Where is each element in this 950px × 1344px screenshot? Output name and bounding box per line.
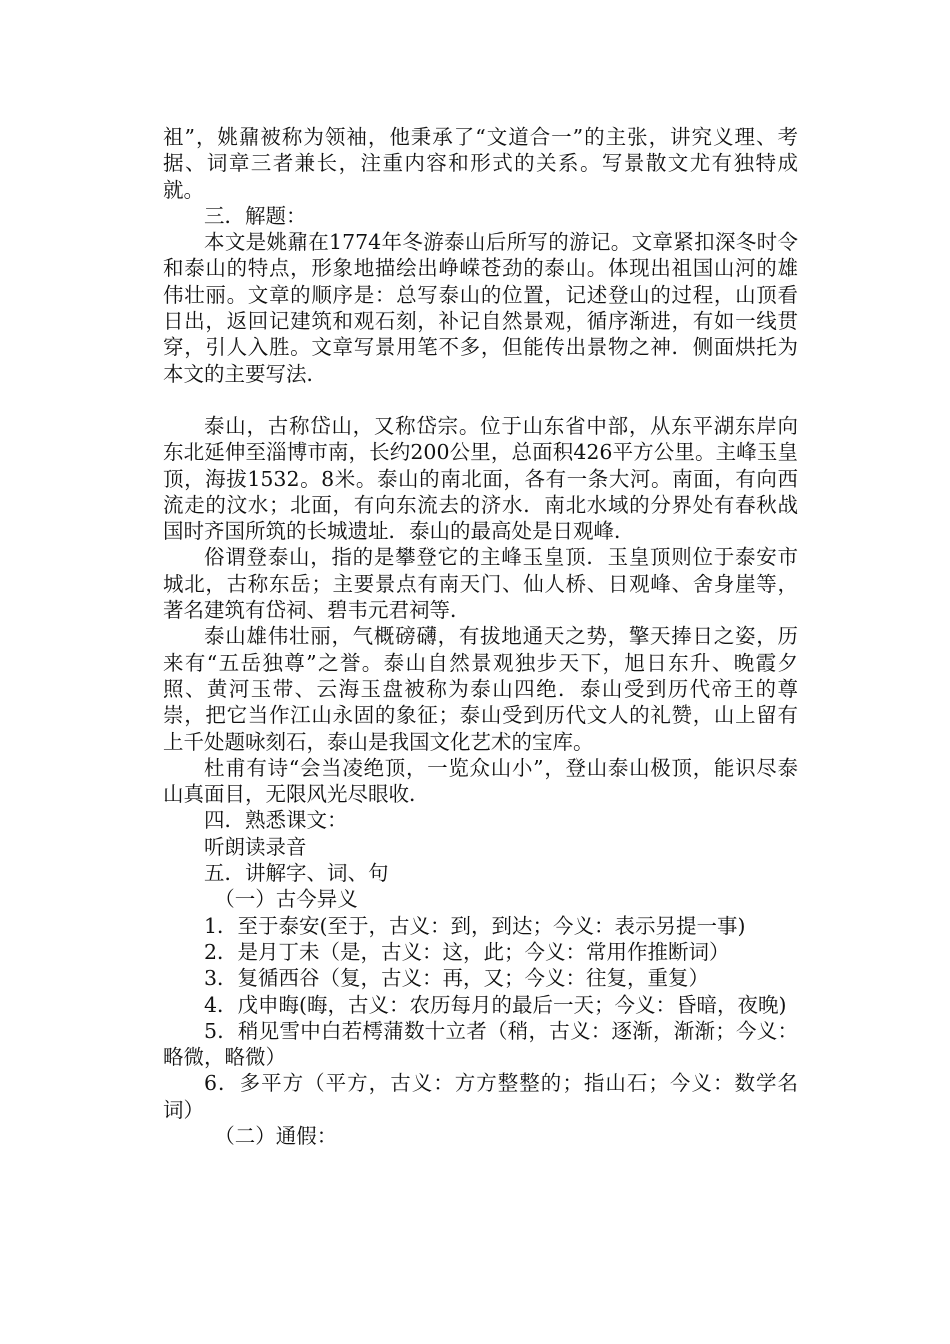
- list-item-4: 4．戊申晦(晦，古义：农历每月的最后一天；今义：昏暗，夜晚): [204, 992, 787, 1017]
- paragraph-majesty: 泰山雄伟壮丽，气概磅礴，有拔地通天之势，擎天捧日之姿，历来有“五岳独尊”之誉。泰山自然景观独步天下，旭日东升、晚霞夕照、黄河玉带、云海玉盘被称为泰山四绝．泰山受到历代帝王的尊崇，把它当作江山永固的象征；泰山受到历代文人的礼赞，山上留有上千处题咏刻石，泰山是我国文化艺术的宝库。: [163, 624, 798, 754]
- heading-section-4: 四．熟悉课文：: [204, 808, 348, 833]
- list-item-2: 2．是月丁未（是，古义：这，此；今义：常用作推断词）: [204, 939, 730, 964]
- list-item-6: 6．多平方（平方，古义：方方整整的；指山石；今义：数学名词）: [163, 1071, 798, 1122]
- list-item-1: 1．至于泰安(至于，古义：到，到达；今义：表示另提一事): [204, 913, 746, 938]
- list-item-5: 5．稍见雪中白若樗蒲数十立者（稍，古义：逐渐，渐渐；今义：略微，略微）: [163, 1018, 798, 1070]
- heading-section-3: 三．解题：: [204, 203, 307, 228]
- document-body: [163, 124, 798, 1149]
- subheading-ancient-modern: （一）古今异义: [214, 887, 358, 912]
- paragraph-explanation: 本文是姚鼐在1774年冬游泰山后所写的游记。文章紧扣深冬时令和泰山的特点，形象地描绘出峥嵘苍劲的泰山。体现出祖国山河的雄伟壮丽。文章的顺序是：总写泰山的位置，记述登山的过程，山顶看日出，返回记建筑和观石刻，补记自然景观，循序渐进，有如一线贯穿，引人入胜。文章写景用笔不多，但能传出景物之神．侧面烘托为本文的主要写法．: [163, 230, 798, 386]
- heading-section-5: 五．讲解字、词、句: [204, 861, 389, 886]
- paragraph-intro-continued: 祖”，姚鼐被称为领袖，他秉承了“文道合一”的主张，讲究义理、考据、词章三者兼长，注重内容和形式的关系。写景散文尤有独特成就。: [163, 125, 798, 202]
- paragraph-climbing: 俗谓登泰山，指的是攀登它的主峰玉皇顶．玉皇顶则位于泰安市城北，古称东岳；主要景点有南天门、仙人桥、日观峰、舍身崖等，著名建筑有岱祠、碧韦元君祠等．: [163, 545, 798, 623]
- paragraph-listen: 听朗读录音: [204, 834, 307, 859]
- paragraph-gap: [163, 387, 798, 413]
- subheading-loanwords: （二）通假：: [214, 1123, 338, 1148]
- paragraph-du-fu: 杜甫有诗“会当凌绝顶，一览众山小”，登山泰山极顶，能识尽泰山真面目，无限风光尽眼收．: [163, 755, 798, 807]
- list-item-3: 3．复循西谷（复，古义：再，又；今义：往复，重复）: [204, 966, 710, 991]
- paragraph-mount-tai: 泰山，古称岱山，又称岱宗。位于山东省中部，从东平湖东岸向东北延伸至淄博市南，长约200公里，总面积426平方公里。主峰玉皇顶，海拔1532。8米。泰山的南北面，各有一条大河。南面，有向西流走的汶水；北面，有向东流去的济水．南北水域的分界处有春秋战国时齐国所筑的长城遗址．泰山的最高处是日观峰．: [163, 413, 798, 544]
